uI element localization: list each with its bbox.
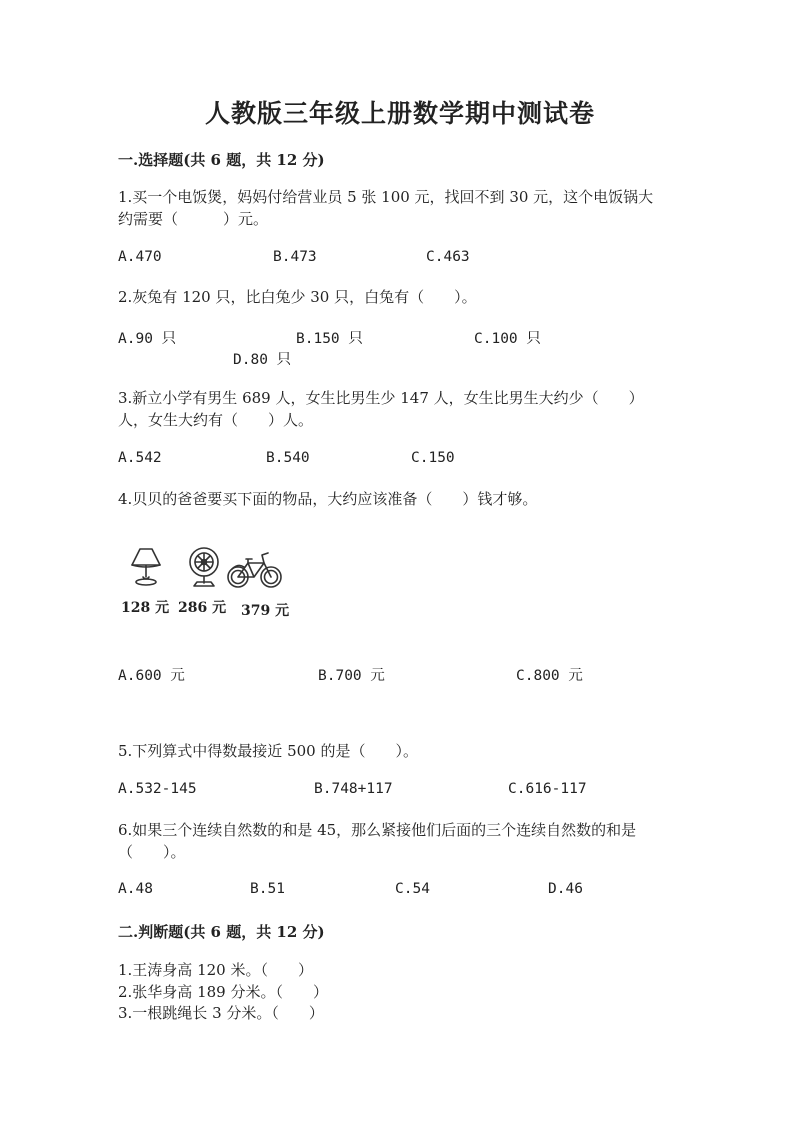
- question-3-line-2: 人，女生大约有（ ）人。: [118, 411, 314, 429]
- question-5-option-a: A.532-145: [118, 781, 197, 797]
- question-6-option-b: B.51: [250, 881, 285, 897]
- question-1-line-2: 约需要（ ）元。: [118, 210, 269, 228]
- question-3-option-c: C.150: [411, 450, 455, 466]
- question-6-option-c: C.54: [395, 881, 430, 897]
- question-6-line-2: （ ）。: [118, 843, 186, 861]
- question-3-line-1: 3.新立小学有男生 689 人，女生比男生少 147 人，女生比男生大约少（ ）: [118, 389, 644, 407]
- question-1-option-a: A.470: [118, 249, 162, 265]
- question-5-option-b: B.748+117: [314, 781, 393, 797]
- section-heading-true-false: 二.判断题(共 6 题，共 12 分): [118, 923, 325, 941]
- true-false-item-2: 2.张华身高 189 分米。（ ）: [118, 983, 328, 1001]
- true-false-item-3: 3.一根跳绳长 3 分米。（ ）: [118, 1004, 324, 1022]
- question-4-option-b: B.700 元: [318, 668, 385, 684]
- question-1-option-c: C.463: [426, 249, 470, 265]
- bicycle-icon: [226, 545, 284, 593]
- question-6-line-1: 6.如果三个连续自然数的和是 45，那么紧接他们后面的三个连续自然数的和是: [118, 821, 637, 839]
- lamp-price: 128 元: [121, 600, 170, 616]
- fan-icon: [183, 545, 225, 593]
- page-title: 人教版三年级上册数学期中测试卷: [204, 99, 595, 128]
- question-3-option-a: A.542: [118, 450, 162, 466]
- question-5-option-c: C.616-117: [508, 781, 587, 797]
- section-heading-choice: 一.选择题(共 6 题，共 12 分): [118, 151, 325, 169]
- question-2-option-b: B.150 只: [296, 331, 363, 347]
- question-4-option-a: A.600 元: [118, 668, 185, 684]
- question-2-option-c: C.100 只: [474, 331, 541, 347]
- fan-price: 286 元: [178, 600, 227, 616]
- question-1-option-b: B.473: [273, 249, 317, 265]
- question-5-line-1: 5.下列算式中得数最接近 500 的是（ ）。: [118, 742, 418, 760]
- question-4-option-c: C.800 元: [516, 668, 583, 684]
- question-4-line-1: 4.贝贝的爸爸要买下面的物品，大约应该准备（ ）钱才够。: [118, 490, 538, 508]
- bicycle-price: 379 元: [241, 603, 290, 619]
- question-2-option-a: A.90 只: [118, 331, 177, 347]
- question-2-option-d: D.80 只: [233, 352, 292, 368]
- question-3-option-b: B.540: [266, 450, 310, 466]
- lamp-icon: [126, 545, 166, 593]
- question-2-line-1: 2.灰兔有 120 只，比白兔少 30 只，白兔有（ ）。: [118, 288, 477, 306]
- question-6-option-d: D.46: [548, 881, 583, 897]
- question-6-option-a: A.48: [118, 881, 153, 897]
- true-false-item-1: 1.王涛身高 120 米。（ ）: [118, 961, 313, 979]
- question-1-line-1: 1.买一个电饭煲，妈妈付给营业员 5 张 100 元，找回不到 30 元，这个电饭锅大: [118, 188, 654, 206]
